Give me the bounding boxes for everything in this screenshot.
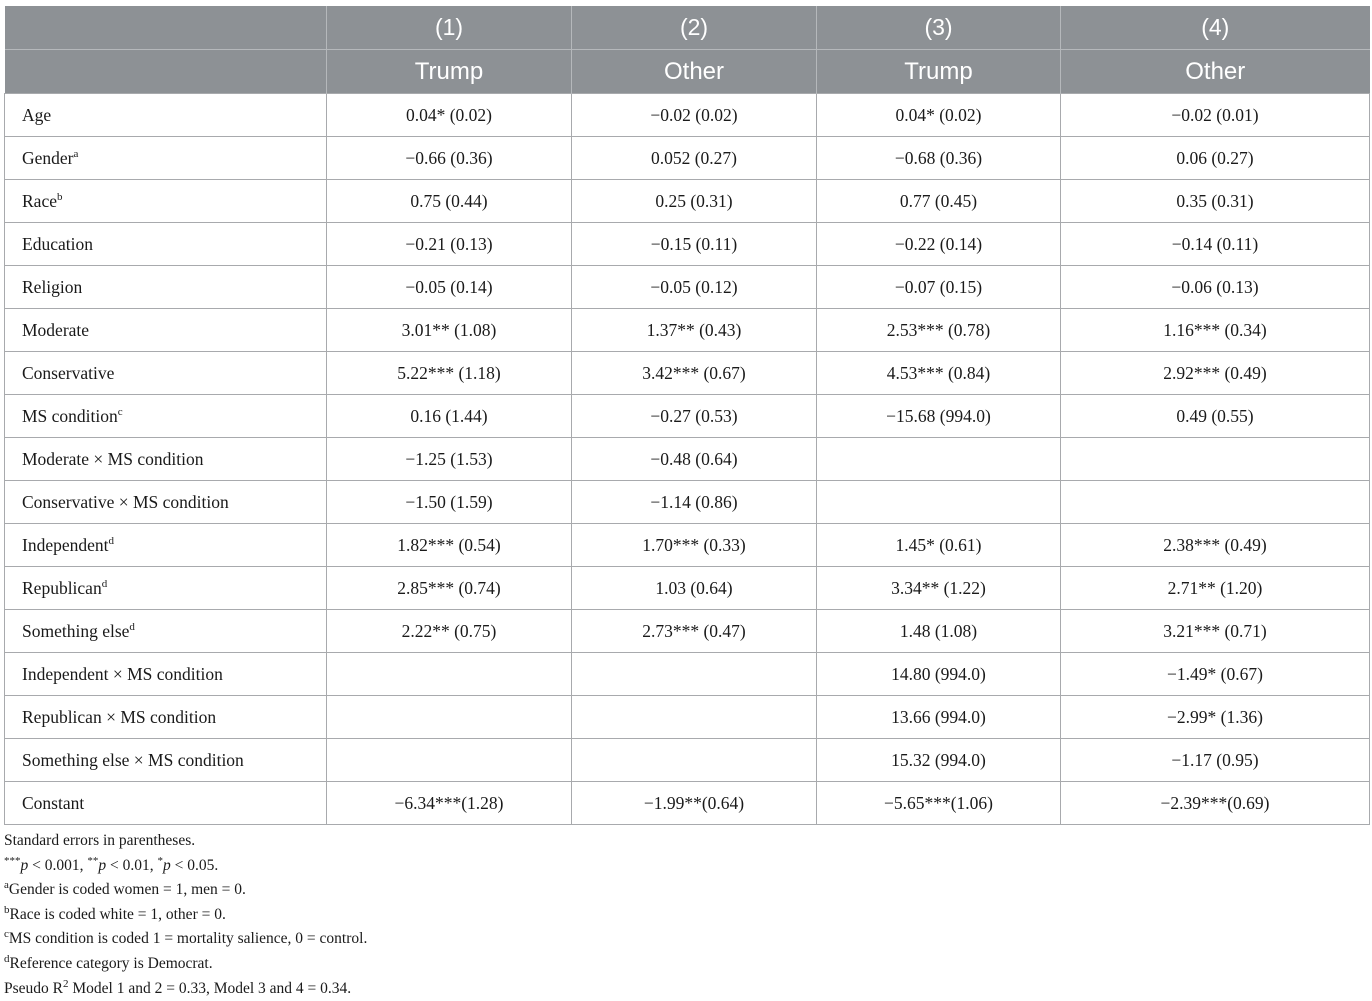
header-row-outcome-names [5, 50, 1370, 94]
note-footnote-a: $^a$Gender is coded women = 1, men = 0. [4, 879, 246, 899]
coefficient-cell: 3.01** (1.08) [327, 309, 572, 352]
table-notes [4, 829, 367, 1001]
row-label-text: Gender [22, 147, 74, 168]
table-row [5, 438, 1370, 481]
coefficient-cell: 2.53*** (0.78) [817, 309, 1061, 352]
table-row [5, 352, 1370, 395]
row-label [5, 739, 327, 782]
coefficient-cell: −0.14 (0.11) [1061, 223, 1370, 266]
row-label [5, 653, 327, 696]
note-pseudo-r2: Pseudo $R^2$ Model 1 and 2 = 0.33, Model 3 and 4 = 0.34. [4, 977, 352, 997]
coefficient-cell: −0.68 (0.36) [817, 137, 1061, 180]
coefficient-cell: −1.14 (0.86) [572, 481, 817, 524]
row-label [5, 266, 327, 309]
coefficient-cell: 0.04* (0.02) [817, 94, 1061, 137]
table-row [5, 395, 1370, 438]
coefficient-cell: 3.21*** (0.71) [1061, 610, 1370, 653]
coefficient-cell: 2.73*** (0.47) [572, 610, 817, 653]
row-label [5, 438, 327, 481]
coefficient-cell: −0.27 (0.53) [572, 395, 817, 438]
note-footnote-c: $^c$MS condition is coded 1 = mortality salience, 0 = control. [4, 928, 368, 948]
coefficient-cell: 2.92*** (0.49) [1061, 352, 1370, 395]
coefficient-cell: −0.22 (0.14) [817, 223, 1061, 266]
note-standard-errors: Standard errors in parentheses. [4, 832, 196, 849]
coefficient-cell: 0.35 (0.31) [1061, 180, 1370, 223]
table-row [5, 653, 1370, 696]
coefficient-cell: −6.34***(1.28) [327, 782, 572, 825]
header-model-number [5, 6, 327, 50]
coefficient-cell [327, 696, 572, 739]
coefficient-cell: −0.05 (0.12) [572, 266, 817, 309]
footnote-marker: d [129, 620, 135, 633]
coefficient-cell: 2.22** (0.75) [327, 610, 572, 653]
row-label-text: Something else [22, 620, 130, 641]
coefficient-cell [572, 696, 817, 739]
coefficient-cell: −0.15 (0.11) [572, 223, 817, 266]
coefficient-cell: −0.66 (0.36) [327, 137, 572, 180]
coefficient-cell: 15.32 (994.0) [817, 739, 1061, 782]
coefficient-cell: −0.02 (0.01) [1061, 94, 1370, 137]
coefficient-cell: 1.45* (0.61) [817, 524, 1061, 567]
coefficient-cell [327, 653, 572, 696]
table-row [5, 567, 1370, 610]
table-row [5, 782, 1370, 825]
table-row [5, 94, 1370, 137]
coefficient-cell: −0.02 (0.02) [572, 94, 817, 137]
header-model-number: (1) [327, 6, 572, 50]
coefficient-cell: −0.07 (0.15) [817, 266, 1061, 309]
header-model-number: (2) [572, 6, 817, 50]
table-header [5, 6, 1370, 94]
row-label [5, 180, 327, 223]
row-label-text: Moderate [22, 319, 90, 340]
coefficient-cell: 1.70*** (0.33) [572, 524, 817, 567]
coefficient-cell [817, 481, 1061, 524]
table-body [5, 94, 1370, 825]
row-label-text: Age [22, 104, 52, 125]
coefficient-cell: −5.65***(1.06) [817, 782, 1061, 825]
coefficient-cell [1061, 481, 1370, 524]
coefficient-cell: 0.16 (1.44) [327, 395, 572, 438]
footnote-marker: d [101, 577, 108, 590]
coefficient-cell: 3.42*** (0.67) [572, 352, 817, 395]
header-outcome-name: Trump [817, 50, 1061, 94]
coefficient-cell: −0.05 (0.14) [327, 266, 572, 309]
row-label [5, 481, 327, 524]
row-label-text: Education [22, 233, 93, 254]
coefficient-cell: 3.34** (1.22) [817, 567, 1061, 610]
footnote-marker: d [108, 534, 114, 547]
coefficient-cell: −2.99* (1.36) [1061, 696, 1370, 739]
row-label [5, 567, 327, 610]
note-footnote-b: $^b$Race is coded white = 1, other = 0. [4, 903, 226, 923]
row-label-text: Race [22, 190, 57, 211]
note-significance: ***p < 0.001, **p < 0.01, *p < 0.05. [4, 854, 219, 874]
coefficient-cell: −2.39***(0.69) [1061, 782, 1370, 825]
row-label-text: Independent × MS condition [22, 663, 223, 684]
table-row [5, 223, 1370, 266]
coefficient-cell [817, 438, 1061, 481]
coefficient-cell: −1.99**(0.64) [572, 782, 817, 825]
coefficient-cell: 1.16*** (0.34) [1061, 309, 1370, 352]
note-footnote-d: $^d$Reference category is Democrat. [4, 952, 213, 972]
row-label-text: Conservative [22, 362, 115, 383]
row-label-text: Something else × MS condition [22, 749, 244, 770]
coefficient-cell: −1.25 (1.53) [327, 438, 572, 481]
header-outcome-name [5, 50, 327, 94]
coefficient-cell: 1.03 (0.64) [572, 567, 817, 610]
coefficient-cell: −0.06 (0.13) [1061, 266, 1370, 309]
row-label [5, 395, 327, 438]
row-label-text: Moderate × MS condition [22, 448, 204, 469]
footnote-marker: b [56, 190, 63, 203]
row-label [5, 524, 327, 567]
row-label [5, 696, 327, 739]
table-row [5, 137, 1370, 180]
coefficient-cell: −1.17 (0.95) [1061, 739, 1370, 782]
header-outcome-name: Trump [327, 50, 572, 94]
row-label-text: Independent [22, 534, 109, 555]
footnote-marker: c [117, 405, 123, 418]
row-label [5, 223, 327, 266]
row-label-text: Constant [22, 792, 85, 813]
row-label [5, 137, 327, 180]
coefficient-cell: 5.22*** (1.18) [327, 352, 572, 395]
coefficient-cell: 0.77 (0.45) [817, 180, 1061, 223]
coefficient-cell: 2.85*** (0.74) [327, 567, 572, 610]
header-row-model-numbers [5, 6, 1370, 50]
table-row [5, 266, 1370, 309]
header-model-number: (3) [817, 6, 1061, 50]
table-row [5, 309, 1370, 352]
row-label [5, 782, 327, 825]
coefficient-cell: −0.48 (0.64) [572, 438, 817, 481]
row-label-text: Conservative × MS condition [22, 491, 229, 512]
table-row [5, 180, 1370, 223]
coefficient-cell [327, 739, 572, 782]
table-row [5, 610, 1370, 653]
header-outcome-name: Other [572, 50, 817, 94]
coefficient-cell: 13.66 (994.0) [817, 696, 1061, 739]
table-row [5, 696, 1370, 739]
table-row [5, 481, 1370, 524]
coefficient-cell: 0.75 (0.44) [327, 180, 572, 223]
coefficient-cell: 0.25 (0.31) [572, 180, 817, 223]
coefficient-cell: 0.06 (0.27) [1061, 137, 1370, 180]
coefficient-cell: −1.50 (1.59) [327, 481, 572, 524]
row-label-text: Republican × MS condition [22, 706, 217, 727]
table-row [5, 739, 1370, 782]
coefficient-cell: −0.21 (0.13) [327, 223, 572, 266]
coefficient-cell: 14.80 (994.0) [817, 653, 1061, 696]
footnote-marker: a [73, 147, 79, 160]
coefficient-cell: 4.53*** (0.84) [817, 352, 1061, 395]
coefficient-cell: −15.68 (994.0) [817, 395, 1061, 438]
row-label-text: MS condition [22, 405, 118, 426]
coefficient-cell: 0.052 (0.27) [572, 137, 817, 180]
coefficient-cell: 1.82*** (0.54) [327, 524, 572, 567]
header-model-number: (4) [1061, 6, 1370, 50]
row-label-text: Religion [22, 276, 83, 297]
coefficient-cell: 1.48 (1.08) [817, 610, 1061, 653]
coefficient-cell [572, 653, 817, 696]
coefficient-cell: 0.49 (0.55) [1061, 395, 1370, 438]
row-label [5, 610, 327, 653]
regression-table-container [4, 6, 1369, 825]
coefficient-cell: 2.38*** (0.49) [1061, 524, 1370, 567]
regression-table [4, 6, 1370, 825]
row-label [5, 309, 327, 352]
coefficient-cell: −1.49* (0.67) [1061, 653, 1370, 696]
coefficient-cell: 0.04* (0.02) [327, 94, 572, 137]
table-row [5, 524, 1370, 567]
coefficient-cell: 2.71** (1.20) [1061, 567, 1370, 610]
coefficient-cell: 1.37** (0.43) [572, 309, 817, 352]
row-label-text: Republican [22, 577, 102, 598]
header-outcome-name: Other [1061, 50, 1370, 94]
coefficient-cell [1061, 438, 1370, 481]
row-label [5, 94, 327, 137]
coefficient-cell [572, 739, 817, 782]
row-label [5, 352, 327, 395]
